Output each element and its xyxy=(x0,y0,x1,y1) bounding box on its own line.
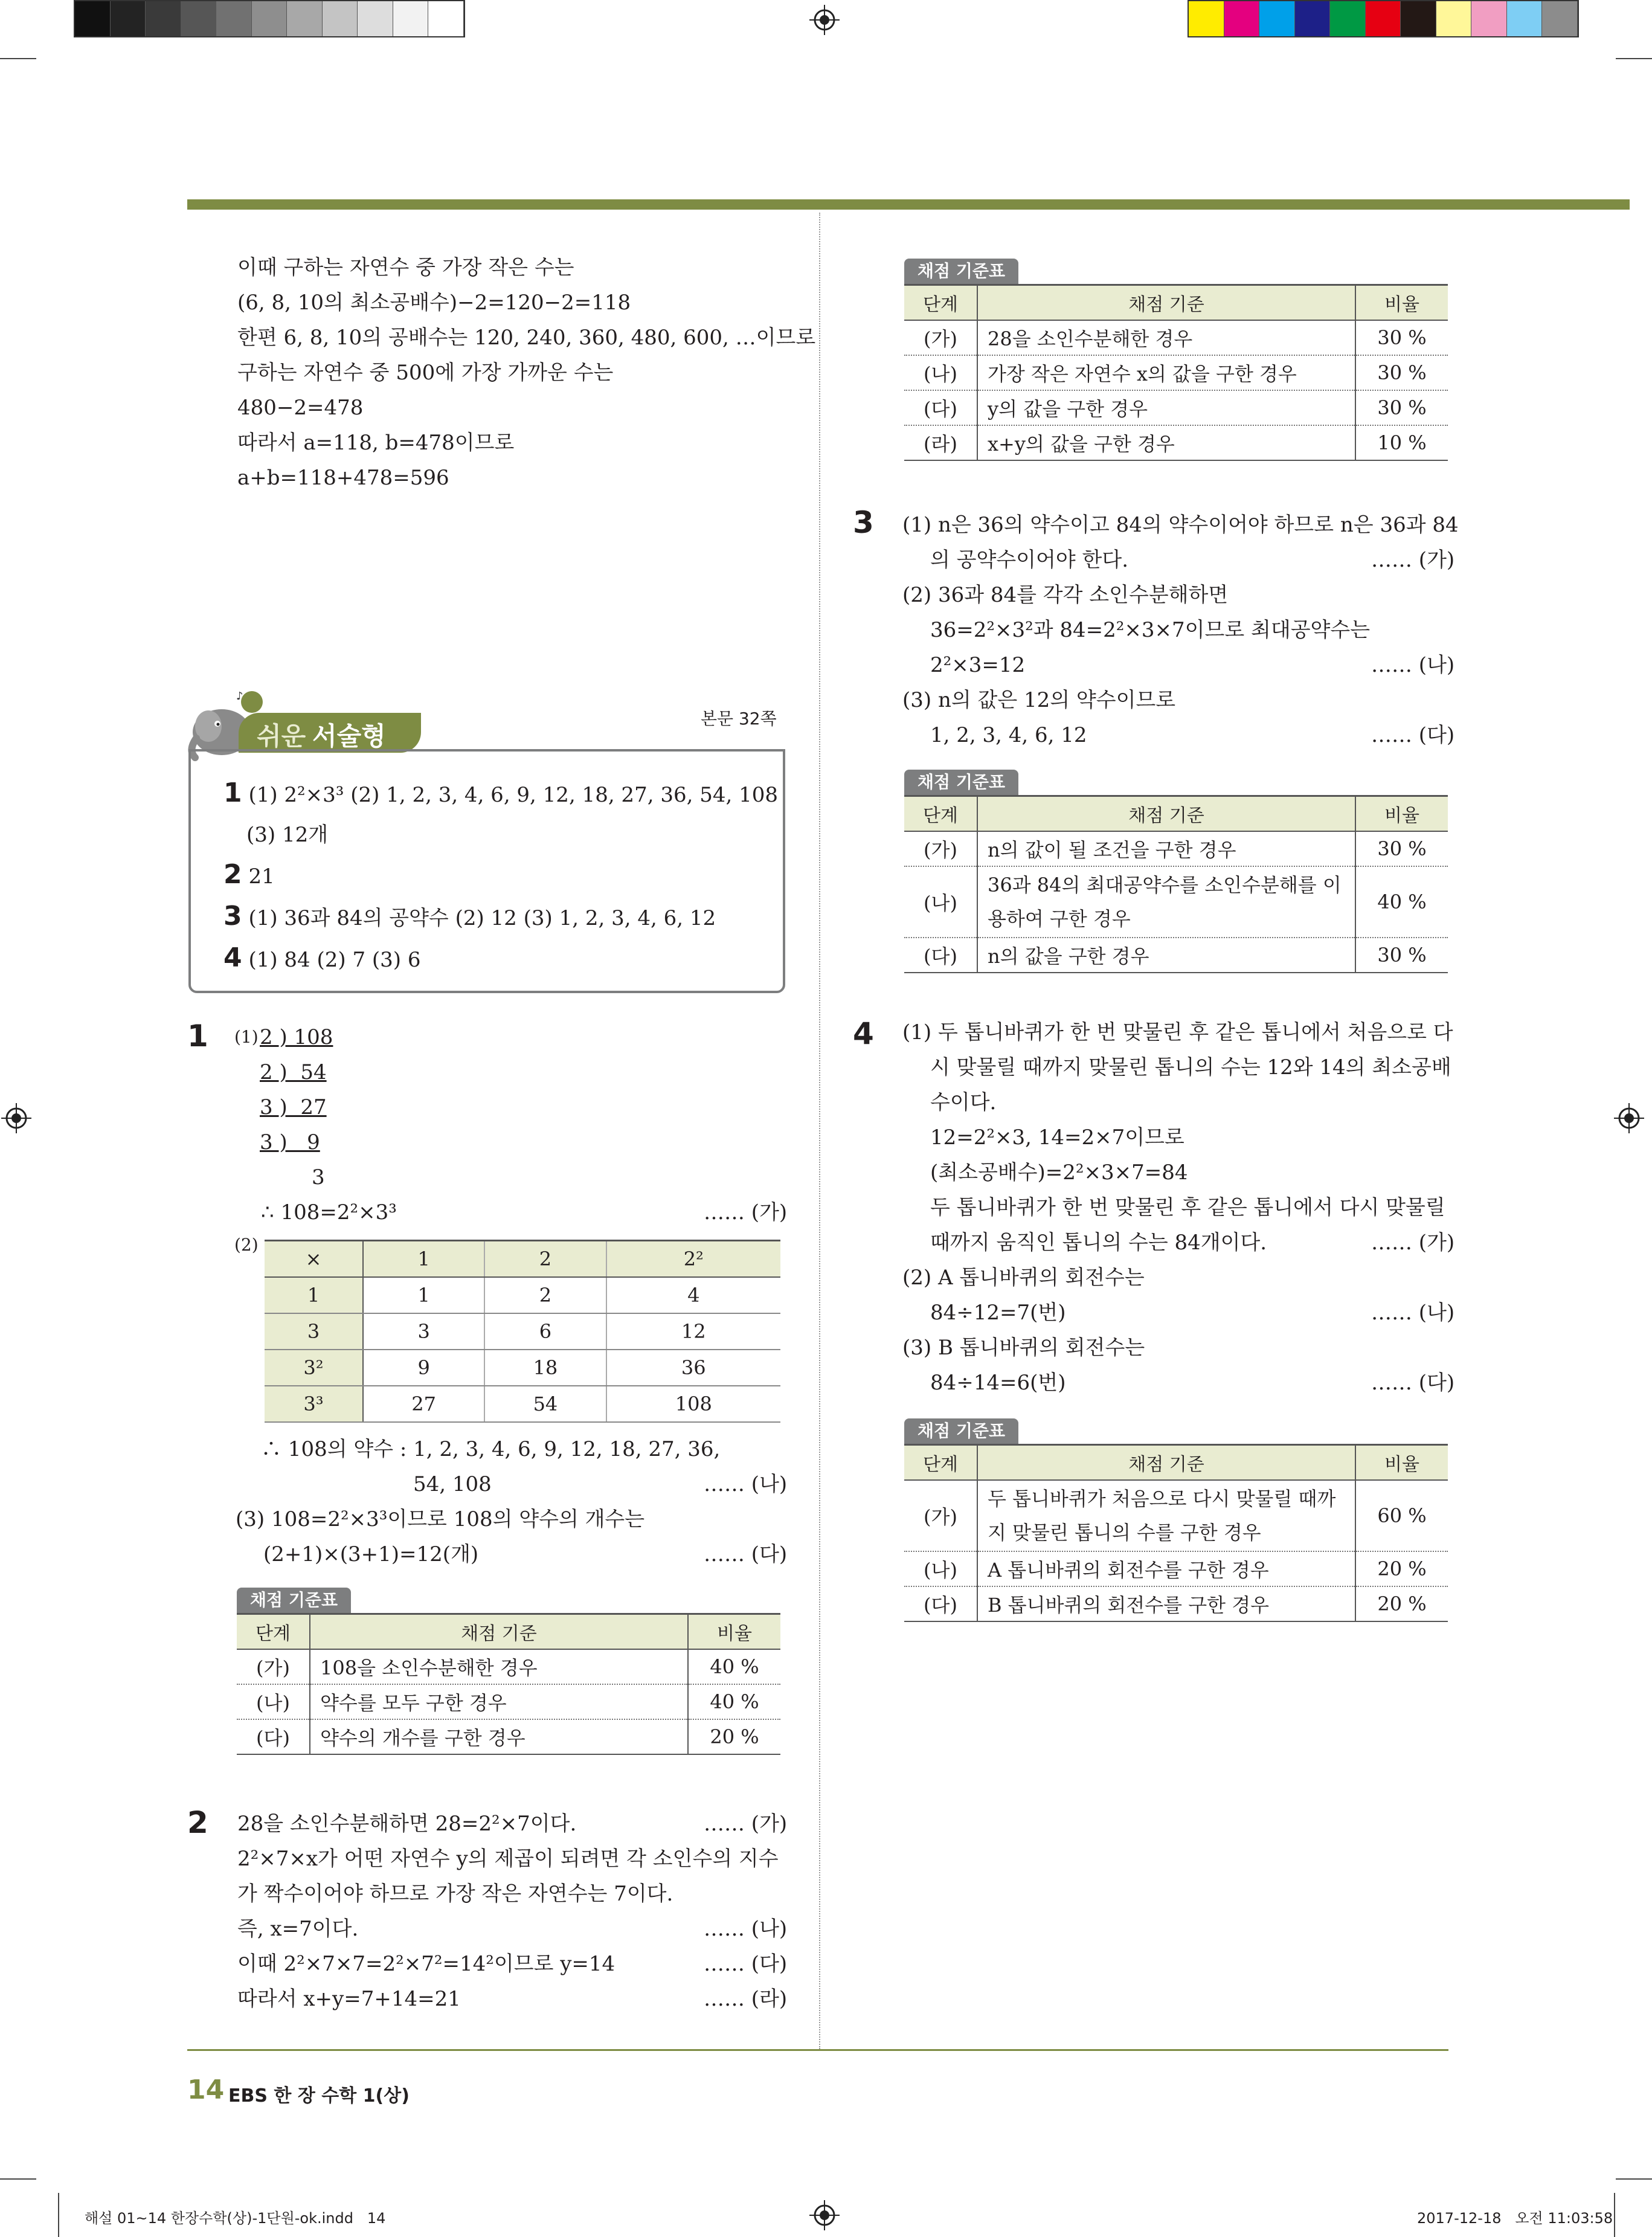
solution-line: 28을 소인수분해하면 28=2²×7이다. …… (가) xyxy=(237,1812,788,1836)
registration-mark-bottom xyxy=(809,2200,840,2230)
score-cell: 28을 소인수분해한 경우 xyxy=(977,320,1355,355)
color-swatch xyxy=(146,1,181,36)
grid-header-cell: 2 xyxy=(484,1241,606,1278)
grid-cell: 4 xyxy=(606,1277,780,1313)
solution-line: 84÷14=6(번) …… (다) xyxy=(930,1371,1455,1395)
color-swatch xyxy=(1366,1,1401,36)
book-title: EBS 한 장 수학 1(상) xyxy=(228,2085,410,2107)
score-head-cell: 비율 xyxy=(688,1614,780,1650)
page-reference: 본문 32쪽 xyxy=(701,709,777,729)
color-swatch xyxy=(75,1,111,36)
color-swatch xyxy=(1224,1,1260,36)
score-cell: 40 % xyxy=(688,1684,780,1719)
score-cell: (라) xyxy=(904,425,977,460)
score-cell: 30 % xyxy=(1355,355,1448,390)
score-table-title: 채점 기준표 xyxy=(237,1588,351,1613)
solution-line: (최소공배수)=2²×3×7=84 xyxy=(930,1160,1188,1185)
score-table xyxy=(237,1613,780,1755)
score-cell: 두 톱니바퀴가 처음으로 다시 맞물릴 때까지 맞물린 톱니의 수를 구한 경우 xyxy=(977,1480,1355,1551)
color-swatch xyxy=(1189,1,1224,36)
solution-line: 1, 2, 3, 4, 6, 12 …… (다) xyxy=(930,723,1455,747)
color-swatch xyxy=(1507,1,1543,36)
color-swatch xyxy=(1471,1,1507,36)
score-cell: n의 값을 구한 경우 xyxy=(977,938,1355,973)
answer-row: 2 21 xyxy=(223,859,275,890)
score-cell: 40 % xyxy=(1355,866,1448,938)
score-table-title: 채점 기준표 xyxy=(904,259,1018,284)
solution-line: 2²×3=12 …… (나) xyxy=(930,653,1455,677)
color-swatch xyxy=(252,1,288,36)
division-step: 2 ) 108 xyxy=(260,1025,333,1049)
score-cell: (나) xyxy=(237,1684,310,1719)
score-cell: (나) xyxy=(904,355,977,390)
text-line: 구하는 자연수 중 500에 가장 가까운 수는 xyxy=(237,361,614,385)
answer-row: 4 (1) 84 (2) 7 (3) 6 xyxy=(223,942,421,973)
grid-cell: 6 xyxy=(484,1313,606,1350)
solution-line: (3) n의 값은 12의 약수이므로 xyxy=(902,688,1176,712)
crop-mark xyxy=(1616,58,1652,59)
score-cell: 30 % xyxy=(1355,390,1448,425)
color-swatch xyxy=(111,1,146,36)
score-head-cell: 채점 기준 xyxy=(310,1614,688,1650)
score-table xyxy=(904,284,1448,461)
solution-line: (2) 36과 84를 각각 소인수분해하면 xyxy=(902,583,1229,607)
grid-header-cell: 2² xyxy=(606,1241,780,1278)
answer-row: 3 (1) 36과 84의 공약수 (2) 12 (3) 1, 2, 3, 4, 6, 12 xyxy=(223,901,716,932)
color-swatch xyxy=(393,1,429,36)
score-head-cell: 채점 기준 xyxy=(977,285,1355,321)
color-swatch xyxy=(1542,1,1578,36)
count-line: (3) 108=2²×3³이므로 108의 약수의 개수는 xyxy=(236,1507,645,1531)
question-number: 1 xyxy=(187,1019,208,1054)
print-file-name: 해설 01~14 한장수학(상)-1단원-ok.indd 14 xyxy=(85,2210,386,2227)
score-cell: 가장 작은 자연수 x의 값을 구한 경우 xyxy=(977,355,1355,390)
text-line: 한편 6, 8, 10의 공배수는 120, 240, 360, 480, 600, …이므로 xyxy=(237,326,816,350)
page-number: 14 xyxy=(187,2074,225,2105)
score-head-cell: 단계 xyxy=(904,1445,977,1481)
color-swatch xyxy=(358,1,393,36)
grid-cell: 18 xyxy=(484,1350,606,1386)
score-cell: 20 % xyxy=(1355,1586,1448,1621)
grid-cell: 3² xyxy=(265,1350,363,1386)
score-cell: (가) xyxy=(237,1649,310,1684)
solution-line: (1) n은 36의 약수이고 84의 약수이어야 하므로 n은 36과 84 xyxy=(902,513,1459,537)
count-line: (2+1)×(3+1)=12(개) xyxy=(263,1542,479,1566)
color-swatch xyxy=(216,1,252,36)
color-swatch xyxy=(1401,1,1436,36)
score-head-cell: 채점 기준 xyxy=(977,796,1355,832)
score-head-cell: 채점 기준 xyxy=(977,1445,1355,1481)
color-swatch xyxy=(1259,1,1295,36)
process-color-bar xyxy=(1188,0,1579,37)
score-head-cell: 단계 xyxy=(904,285,977,321)
divisors-line: 54, 108 xyxy=(413,1472,492,1496)
solution-line: 의 공약수이어야 한다. …… (가) xyxy=(930,548,1455,572)
text-line: 이때 구하는 자연수 중 가장 작은 수는 xyxy=(237,256,574,280)
grid-cell: 3³ xyxy=(265,1386,363,1422)
grid-cell: 1 xyxy=(363,1277,484,1313)
color-swatch xyxy=(428,1,464,36)
score-cell: x+y의 값을 구한 경우 xyxy=(977,425,1355,460)
solution-line: 시 맞물릴 때까지 맞물린 톱니의 수는 12와 14의 최소공배 xyxy=(930,1055,1451,1080)
print-timestamp: 2017-12-18 오전 11:03:58 xyxy=(1417,2210,1613,2227)
grid-cell: 36 xyxy=(606,1350,780,1386)
solution-line: 수이다. xyxy=(930,1090,997,1115)
registration-mark-left xyxy=(1,1103,31,1133)
score-table-title: 채점 기준표 xyxy=(904,1418,1018,1444)
score-cell: (가) xyxy=(904,831,977,866)
header-accent-bar xyxy=(187,199,1630,210)
score-cell: (다) xyxy=(904,1586,977,1621)
solution-line: (3) B 톱니바퀴의 회전수는 xyxy=(902,1336,1145,1360)
part-label: (2) xyxy=(234,1235,259,1255)
grid-cell: 3 xyxy=(363,1313,484,1350)
score-cell: (다) xyxy=(904,390,977,425)
factorization-result: ∴ 108=2²×3³ xyxy=(261,1200,397,1225)
solution-line: 36=2²×3²과 84=2²×3×7이므로 최대공약수는 xyxy=(930,618,1371,642)
registration-mark-right xyxy=(1614,1103,1644,1133)
color-swatch xyxy=(1330,1,1366,36)
score-table xyxy=(904,1444,1448,1622)
score-cell: 30 % xyxy=(1355,320,1448,355)
score-head-cell: 비율 xyxy=(1355,285,1448,321)
answer-row: 1 (1) 2²×3³ (2) 1, 2, 3, 4, 6, 9, 12, 18, 27, 36, 54, 108 xyxy=(223,777,778,808)
solution-line: (1) 두 톱니바퀴가 한 번 맞물린 후 같은 톱니에서 처음으로 다 xyxy=(902,1020,1453,1044)
score-cell: (나) xyxy=(904,866,977,938)
color-swatch xyxy=(181,1,217,36)
easy-box-title-tab xyxy=(239,713,421,753)
crop-mark xyxy=(1616,2178,1652,2180)
text-line: 480−2=478 xyxy=(237,396,364,420)
svg-text:♪: ♪ xyxy=(236,690,243,703)
grid-cell: 108 xyxy=(606,1386,780,1422)
score-cell: 약수의 개수를 구한 경우 xyxy=(310,1719,688,1754)
grid-cell: 1 xyxy=(265,1277,363,1313)
question-number: 3 xyxy=(853,505,874,540)
solution-line: 이때 2²×7×7=2²×7²=14²이므로 y=14 …… (다) xyxy=(237,1952,788,1976)
score-head-cell: 비율 xyxy=(1355,1445,1448,1481)
solution-line: 2²×7×x가 어떤 자연수 y의 제곱이 되려면 각 소인수의 지수 xyxy=(237,1847,779,1871)
solution-line: 즉, x=7이다. …… (나) xyxy=(237,1917,788,1941)
score-head-cell: 단계 xyxy=(904,796,977,832)
text-line: a+b=118+478=596 xyxy=(237,466,449,490)
score-table-title: 채점 기준표 xyxy=(904,770,1018,795)
score-cell: 10 % xyxy=(1355,425,1448,460)
score-head-cell: 단계 xyxy=(237,1614,310,1650)
registration-mark-top xyxy=(809,5,840,35)
part-label: (1) xyxy=(234,1027,259,1047)
text-line: (6, 8, 10의 최소공배수)−2=120−2=118 xyxy=(237,291,631,315)
solution-line: 가 짝수이어야 하므로 가장 작은 자연수는 7이다. xyxy=(237,1882,673,1906)
score-cell: 약수를 모두 구한 경우 xyxy=(310,1684,688,1719)
score-cell: y의 값을 구한 경우 xyxy=(977,390,1355,425)
divisors-line: ∴ 108의 약수 : 1, 2, 3, 4, 6, 9, 12, 18, 27, 36, xyxy=(261,1437,721,1461)
text-line: 따라서 a=118, b=478이므로 xyxy=(237,431,515,455)
solution-line: (2) A 톱니바퀴의 회전수는 xyxy=(902,1266,1145,1290)
step-tag: …… (나) xyxy=(704,1472,788,1496)
left-intro-text xyxy=(237,250,816,495)
score-cell: (다) xyxy=(237,1719,310,1754)
crop-mark xyxy=(0,2178,36,2180)
score-cell: 30 % xyxy=(1355,938,1448,973)
grid-cell: 12 xyxy=(606,1313,780,1350)
color-swatch xyxy=(323,1,358,36)
division-ladder xyxy=(260,1020,333,1195)
score-cell: 40 % xyxy=(688,1649,780,1684)
score-cell: 20 % xyxy=(688,1719,780,1754)
score-cell: 36과 84의 최대공약수를 소인수분해를 이용하여 구한 경우 xyxy=(977,866,1355,938)
answer-row: (3) 12개 xyxy=(246,823,329,847)
color-swatch xyxy=(1295,1,1331,36)
solution-line: 때까지 움직인 톱니의 수는 84개이다. …… (가) xyxy=(930,1231,1455,1255)
crop-mark xyxy=(1614,2193,1615,2237)
score-cell: A 톱니바퀴의 회전수를 구한 경우 xyxy=(977,1551,1355,1586)
q4-solution xyxy=(902,1015,1455,1400)
grid-cell: 9 xyxy=(363,1350,484,1386)
solution-line: 84÷12=7(번) …… (나) xyxy=(930,1301,1455,1325)
grid-header-cell: × xyxy=(265,1241,363,1278)
score-cell: (나) xyxy=(904,1551,977,1586)
solution-line: 두 톱니바퀴가 한 번 맞물린 후 같은 톱니에서 다시 맞물릴 xyxy=(930,1196,1445,1220)
grid-header-cell: 1 xyxy=(363,1241,484,1278)
grid-cell: 3 xyxy=(265,1313,363,1350)
column-divider xyxy=(819,213,820,2049)
color-swatch xyxy=(287,1,323,36)
score-cell: B 톱니바퀴의 회전수를 구한 경우 xyxy=(977,1586,1355,1621)
score-cell: (가) xyxy=(904,1480,977,1551)
crop-mark xyxy=(0,58,36,59)
easy-box-title-a: 쉬운 xyxy=(257,721,306,751)
q2-solution xyxy=(237,1806,788,2017)
solution-line: 따라서 x+y=7+14=21 …… (라) xyxy=(237,1987,788,2011)
score-cell: n의 값이 될 조건을 구한 경우 xyxy=(977,831,1355,866)
easy-box-title-b: 서술형 xyxy=(312,721,386,751)
solution-line: 12=2²×3, 14=2×7이므로 xyxy=(930,1125,1184,1150)
division-step: 2 ) 54 xyxy=(260,1060,327,1084)
q3-solution xyxy=(902,507,1459,753)
division-quotient: 3 xyxy=(312,1165,325,1189)
grid-cell: 54 xyxy=(484,1386,606,1422)
crop-mark xyxy=(58,2193,59,2237)
score-head-cell: 비율 xyxy=(1355,796,1448,832)
score-cell: (가) xyxy=(904,320,977,355)
grid-cell: 2 xyxy=(484,1277,606,1313)
footer-rule xyxy=(187,2049,1448,2051)
grayscale-color-bar xyxy=(74,0,465,37)
score-cell: 108을 소인수분해한 경우 xyxy=(310,1649,688,1684)
score-cell: 20 % xyxy=(1355,1551,1448,1586)
step-tag: …… (다) xyxy=(704,1542,788,1566)
score-cell: 60 % xyxy=(1355,1480,1448,1551)
score-cell: (다) xyxy=(904,938,977,973)
color-swatch xyxy=(1436,1,1472,36)
score-cell: 30 % xyxy=(1355,831,1448,866)
step-tag: …… (가) xyxy=(704,1200,788,1225)
score-table xyxy=(904,795,1448,973)
question-number: 2 xyxy=(187,1805,208,1840)
divisor-table xyxy=(265,1240,780,1423)
division-step: 3 ) 27 xyxy=(260,1095,327,1119)
question-number: 4 xyxy=(853,1016,874,1051)
division-step: 3 ) 9 xyxy=(260,1130,320,1154)
grid-cell: 27 xyxy=(363,1386,484,1422)
easy-answer-box xyxy=(188,749,785,993)
